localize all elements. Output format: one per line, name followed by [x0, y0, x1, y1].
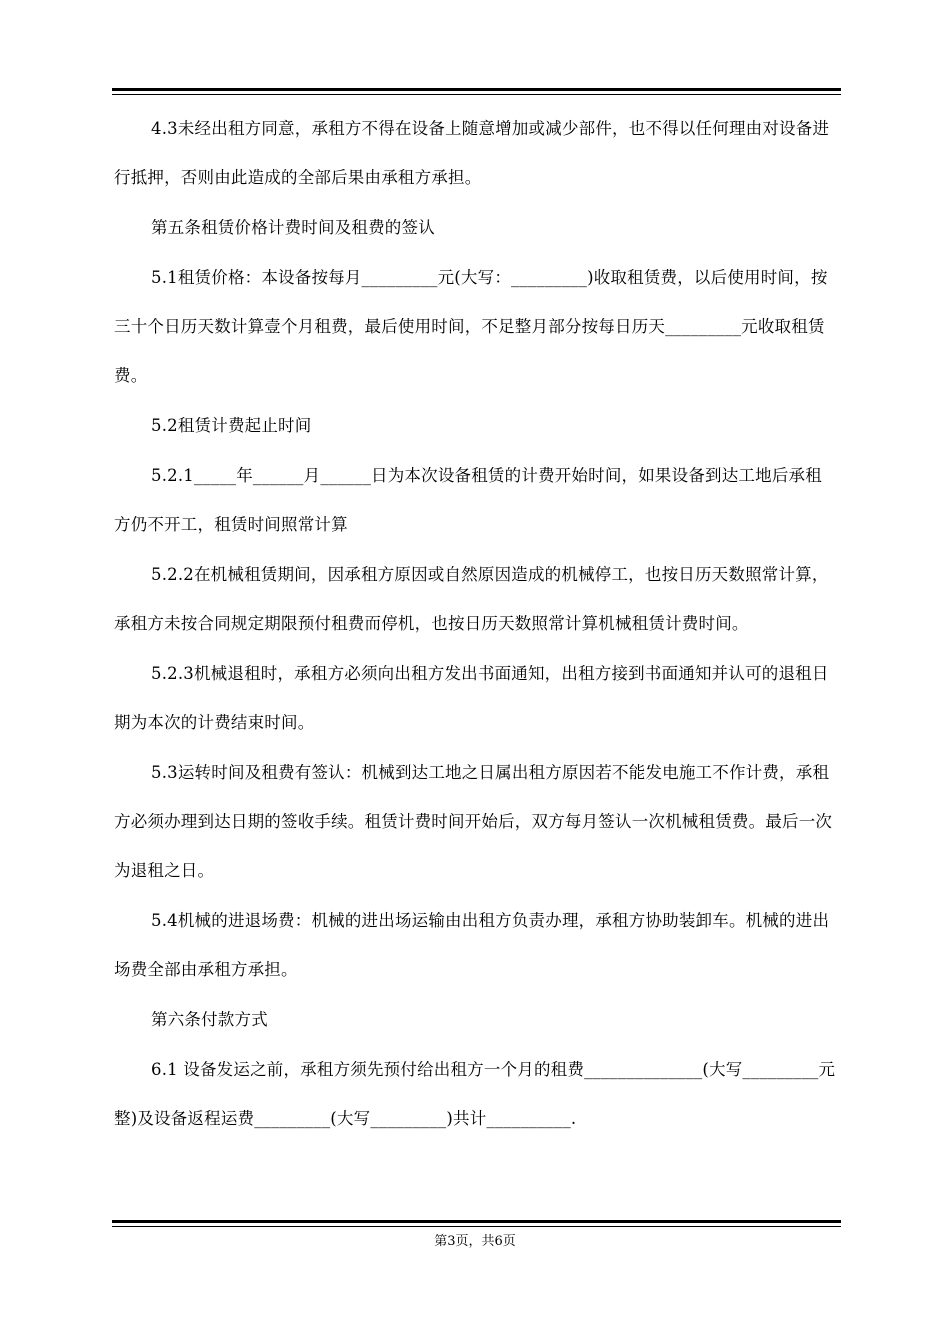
header-rule-thick	[112, 88, 841, 91]
document-body	[114, 104, 838, 1144]
clause-5-1: 5.1租赁价格：本设备按每月_________元(大写：_________)收取租赁费，以后使用时间，按三十个日历天数计算壹个月租费，最后使用时间，不足整月部分按每日历天_________元收取租赁费。	[114, 268, 828, 385]
clause-5-2: 5.2租赁计费起止时间	[151, 416, 312, 435]
clause-5-2-3: 5.2.3机械退租时，承租方必须向出租方发出书面通知，出租方接到书面通知并认可的退租日期为本次的计费结束时间。	[114, 664, 829, 732]
header-rule-thin	[112, 94, 841, 95]
article-6-heading: 第六条付款方式	[151, 1010, 268, 1029]
clause-6-1: 6.1 设备发运之前，承租方须先预付给出租方一个月的租费______________(大写_________元整)及设备返程运费_________(大写_________)共计__________.	[114, 1060, 836, 1128]
clause-4-3: 4.3未经出租方同意，承租方不得在设备上随意增加或减少部件，也不得以任何理由对设备进行抵押，否则由此造成的全部后果由承租方承担。	[114, 119, 830, 187]
page-number: 第3页，共6页	[434, 1234, 516, 1249]
footer-rule-thin	[112, 1226, 841, 1227]
clause-5-4: 5.4机械的进退场费：机械的进出场运输由出租方负责办理，承租方协助装卸车。机械的进出场费全部由承租方承担。	[114, 911, 830, 979]
clause-5-2-2: 5.2.2在机械租赁期间，因承租方原因或自然原因造成的机械停工，也按日历天数照常计算，承租方未按合同规定期限预付租费而停机，也按日历天数照常计算机械租赁计费时间。	[114, 565, 829, 633]
article-5-heading: 第五条租赁价格计费时间及租费的签认	[151, 218, 435, 237]
clause-5-3: 5.3运转时间及租费有签认：机械到达工地之日属出租方原因若不能发电施工不作计费，承租方必须办理到达日期的签收手续。租赁计费时间开始后，双方每月签认一次机械租赁费。最后一次为退租之日。	[114, 763, 833, 880]
clause-5-2-1: 5.2.1_____年______月______日为本次设备租赁的计费开始时间，如果设备到达工地后承租方仍不开工，租赁时间照常计算	[114, 466, 822, 534]
footer-rule-thick	[112, 1220, 841, 1223]
